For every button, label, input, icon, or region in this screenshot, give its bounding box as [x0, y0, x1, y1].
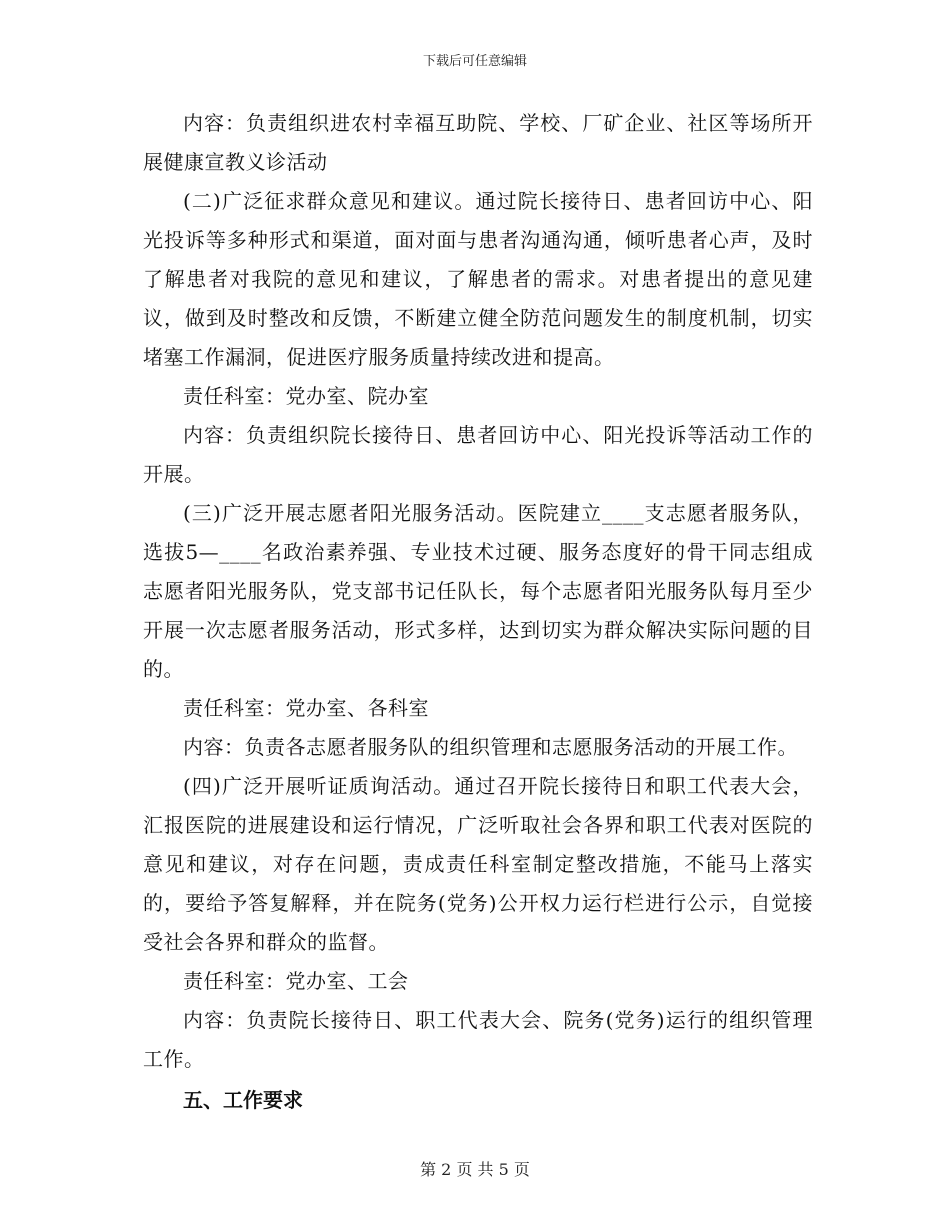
paragraph-content-4: 内容：负责院长接待日、职工代表大会、院务(党务)运行的组织管理工作。 [143, 1008, 813, 1071]
paragraph-hearing-inquiry: (四)广泛开展听证质询活动。通过召开院长接待日和职工代表大会，汇报医院的进展建设和运行情况，广泛听取社会各界和职工代表对医院的意见和建议，对存在问题，责成责任科室制定整改措施，不能马上落实的，要给予答复解释，并在院务(党务)公开权力运行栏进行公示，自觉接受社会各界和群众的监督。 [143, 774, 813, 954]
paragraph-content-2: 内容：负责组织院长接待日、患者回访中心、阳光投诉等活动工作的开展。 [143, 423, 813, 486]
page-number-footer: 第 2 页 共 5 页 [420, 1160, 530, 1179]
paragraph-content-outreach: 内容：负责组织进农村幸福互助院、学校、厂矿企业、社区等场所开展健康宣教义诊活动 [143, 111, 813, 174]
paragraph-content-3: 内容：负责各志愿者服务队的组织管理和志愿服务活动的开展工作。 [183, 735, 798, 759]
paragraph-solicit-opinions: (二)广泛征求群众意见和建议。通过院长接待日、患者回访中心、阳光投诉等多种形式和渠道，面对面与患者沟通沟通，倾听患者心声，及时了解患者对我院的意见和建议，了解患者的需求。对患者提出的意见建议，做到及时整改和反馈，不断建立健全防范问题发生的制度机制，切实堵塞工作漏洞，促进医疗服务质量持续改进和提高。 [143, 189, 813, 369]
document-body [143, 104, 813, 1120]
paragraph-responsible-dept-4: 责任科室：党办室、工会 [183, 969, 409, 993]
paragraph-responsible-dept-2: 责任科室：党办室、院办室 [183, 384, 429, 408]
section-heading-work-requirements: 五、工作要求 [183, 1088, 303, 1112]
paragraph-volunteer-service: (三)广泛开展志愿者阳光服务活动。医院建立____支志愿者服务队，选拔5—____名政治素养强、专业技术过硬、服务态度好的骨干同志组成志愿者阳光服务队，党支部书记任队长，每个志愿者阳光服务队每月至少开展一次志愿者服务活动，形式多样，达到切实为群众解决实际问题的目的。 [143, 501, 813, 681]
page-header: 下载后可任意编辑 [422, 54, 527, 69]
paragraph-responsible-dept-3: 责任科室：党办室、各科室 [183, 696, 429, 720]
